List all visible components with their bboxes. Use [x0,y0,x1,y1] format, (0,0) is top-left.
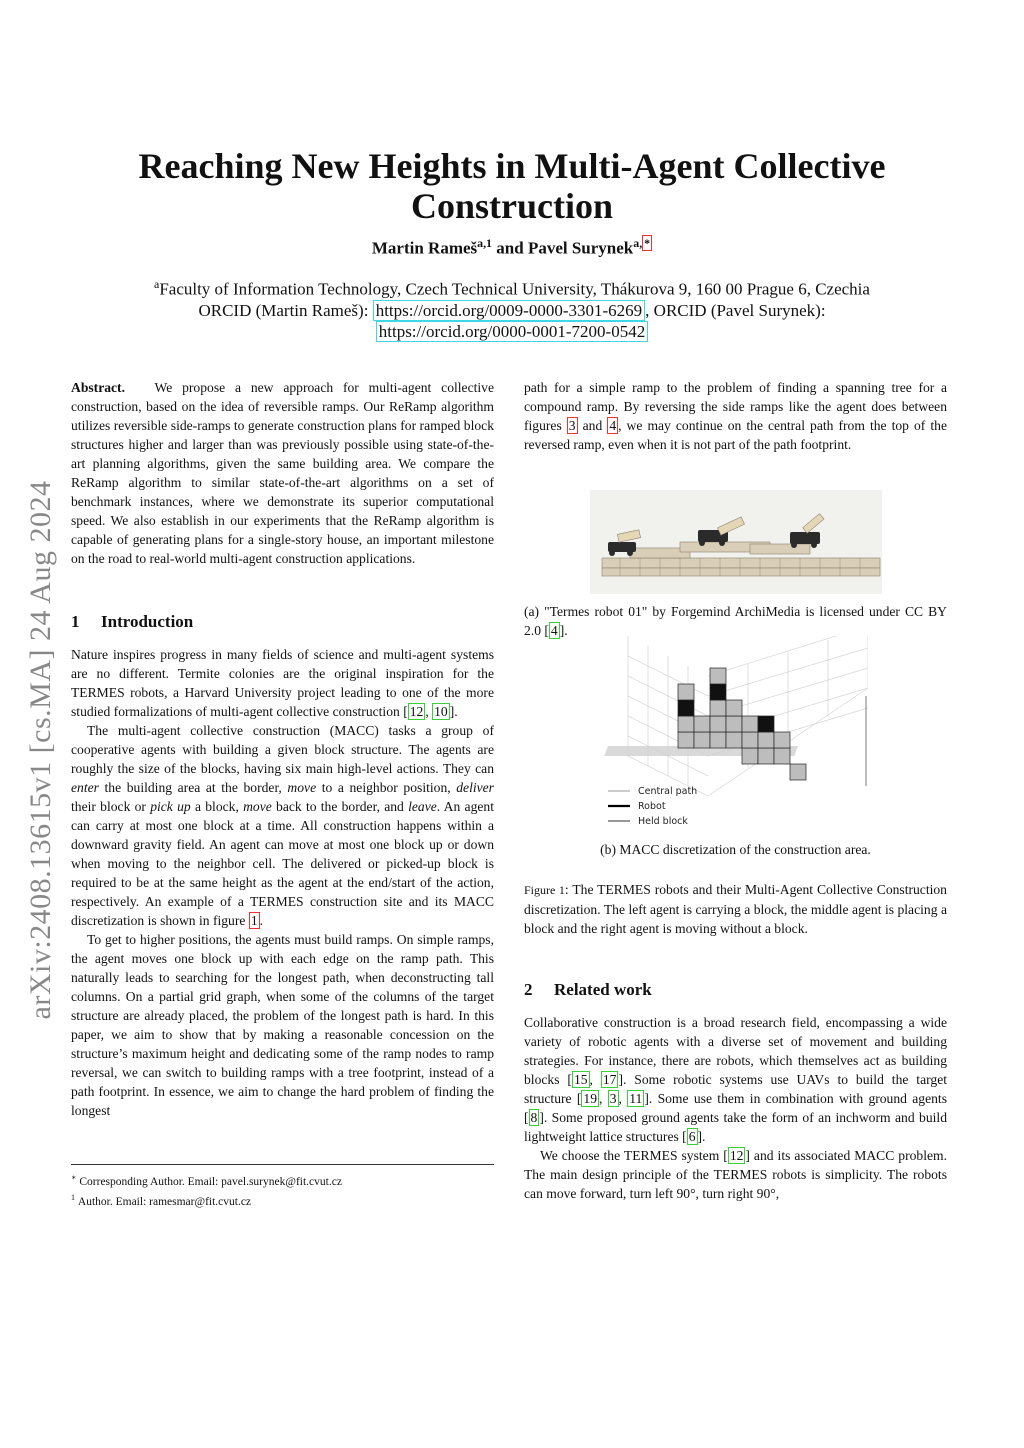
text: ]. Some proposed ground agents take the form of an inchworm and build lightweight lattice structures [ [524,1110,947,1144]
title-line-2: Construction [410,186,613,226]
text: and [577,418,608,433]
intro-paragraph-3: To get to higher positions, the agents must build ramps. On simple ramps, the agent moves one block up with each edge on the ramp path. This naturally leads to searching for the longest path, when deconstructing tall columns. On a partial grid graph, when some of the columns of the target structure are already placed, the problem of the longest path is hard. In this paper, we aim to show that by making a reasonable concession on the structure’s maximum height and dedicating some of the ramp nodes to ramp reversal, we can switch to building ramps with a tree footprint, instead of a path footprint. In essence, we aim to change the hard problem of finding the longest [71,932,494,1118]
subcaption-b: (b) MACC discretization of the construction area. [600,842,871,857]
orcid-2-link[interactable]: https://orcid.org/0000-0001-7200-0542 [376,321,648,342]
arxiv-sidebar [6,420,76,1080]
arxiv-identifier: arXiv:2408.13615v1 [cs.MA] 24 Aug 2024 [24,480,57,1020]
text: back to the border, and [271,799,409,814]
affiliation-block [0,274,1024,342]
section-title: Introduction [101,612,194,631]
citation-link[interactable]: 17 [602,1072,617,1087]
section-number: 1 [71,612,80,631]
macc-discretization-figure [598,636,868,836]
text: to a neighbor position, [316,780,457,795]
author-1-affil: a,1 [477,236,493,250]
intro-paragraph-1 [71,645,494,721]
text: ]. [559,623,568,638]
action-term: move [243,799,272,814]
figure-caption-text: : The TERMES robots and their Multi-Agent Collective Construction discretization. The left agent is carrying a block, the middle agent is placing a block and the right agent is moving without a block. [524,882,947,936]
section-heading-introduction [71,612,494,631]
action-term: leave [408,799,437,814]
citation-link[interactable]: 3 [609,1091,617,1106]
section-title: Related work [554,980,652,999]
citation-link[interactable]: 19 [583,1091,597,1106]
author-2: Pavel Surynek [527,238,634,258]
text: , we may continue on the central path from the top of the reversed ramp, even when it is not part of the path footprint. [524,418,947,452]
footnote-mark: 1 [71,1192,76,1202]
text: , [425,704,433,719]
text: ]. [449,704,458,719]
action-term: pick up [150,799,191,814]
footnote-1: Corresponding Author. Email: pavel.surynek@fit.cvut.cz [79,1175,342,1188]
legend-central-path: Central path [638,786,698,797]
citation-link[interactable]: 8 [530,1110,538,1125]
abstract [71,378,494,568]
footnotes [71,1170,494,1210]
figure-link[interactable]: 1 [250,913,258,928]
text: Collaborative construction is a broad research field, encompassing a wide variety of robotic agents with a diverse set of movement and building strategies. For instance, there are robots, which themselves act as building blocks [ [524,1015,947,1087]
action-term: deliver [456,780,494,795]
text: Nature inspires progress in many fields of science and multi-agent systems are no different. Termite colonies are the original inspiration for the TERMES robots, a Harvard University project leading to one of the more studied formalizations of multi-agent collective construction [ [71,647,494,719]
related-paragraph-1: Collaborative construction is a broad research field, encompassing a wide variety of robotic agents with a diverse set of movement and building strategies. For instance, there are robots, which themselves act as building blocks [ 15 , 17 ]. Some robotic systems use UAVs to build the target structure [ 19 , 3 , 11 ]. Some use them in combination with ground agents [ 8 ]. Some proposed ground agents take the form of an inchworm and build lightweight lattice structures [ 6 ]. [524,1015,948,1144]
citation-link[interactable]: 12 [729,1148,744,1163]
citation-link[interactable]: 11 [629,1091,643,1106]
text: ]. [697,1129,706,1144]
subcaption-a [524,602,947,640]
text: ] and its associated MACC problem. The main design principle of the TERMES robots is simplicity. The robots can move forward, turn left 90°, turn right 90°, [524,1148,948,1201]
author-1: Martin Rameš [371,238,478,258]
orcid-1-link[interactable]: https://orcid.org/0009-0000-3301-6269 [373,300,645,321]
authors-and: and [492,238,528,258]
footnote-mark: ∗ [71,1173,77,1182]
citation-link[interactable]: 6 [688,1129,696,1144]
related-work-section [524,980,947,1203]
footnote-rule [71,1164,494,1165]
legend-held-block: Held block [638,816,688,827]
text: ]. Some use them in combination with ground agents [ [524,1091,947,1125]
orcid-1-label: ORCID (Martin Rameš): [198,300,373,320]
section-number: 2 [524,980,533,999]
title-line-1: Reaching New Heights in Multi-Agent Collective [138,146,886,186]
legend-robot: Robot [638,801,666,812]
text: We choose the TERMES system [ [540,1148,728,1163]
footnote-2: Author. Email: ramesmar@fit.cvut.cz [77,1195,252,1208]
text: a block, [190,799,244,814]
macc-3d-grid [598,636,868,836]
termes-robot-photo [590,490,882,594]
author-2-affil: a, [633,236,643,250]
citation-link[interactable]: 15 [573,1072,588,1087]
action-term: enter [71,780,99,795]
text: . [259,913,264,928]
figure-link[interactable]: 4 [609,418,617,433]
abstract-label: Abstract. [71,380,125,395]
text: ]. Some robotic systems use UAVs to build the target structure [ [524,1072,948,1106]
affil-mark: a [154,277,160,291]
action-term: move [287,780,317,795]
figure-1-caption [524,880,947,938]
right-column-paragraph [524,378,947,454]
text: path for a simple ramp to the problem of finding a spanning tree for a compound ramp. By reversing the side ramps like the agent does between figures [524,380,947,433]
text: their block or [71,799,151,814]
orcid-2-label: , ORCID (Pavel Surynek): [645,300,826,320]
intro-paragraph-2 [71,721,494,930]
introduction-section [71,612,494,1120]
authors [0,236,1024,259]
paper-title [0,146,1024,226]
corresponding-mark-link[interactable]: * [644,236,651,250]
affiliation: Faculty of Information Technology, Czech Technical University, Thákurova 9, 160 00 Prague 6, Czechia [159,279,870,299]
abstract-text: We propose a new approach for multi-agent collective construction, based on the idea of reversible ramps. Our ReRamp algorithm utilizes reversible side-ramps to generate construction plans for ramped block structures higher and larger than was previously possible using state-of-the-art planning algorithms, given the same building area. We compare the ReRamp algorithm to similar state-of-the-art algorithms on a set of benchmark instances, where we demonstrate its superior computational speed. We also establish in our experiments that the ReRamp algorithm is capable of generating plans for a single-story house, an important milestone on the road to real-world multi-agent construction applications. [71,380,495,566]
figure-label: Figure 1 [524,883,565,897]
text: The multi-agent collective construction (MACC) tasks a group of cooperative agents with building a given block structure. The agents are roughly the size of the blocks, having six main high-level actions. They can [71,723,494,776]
figure-link[interactable]: 3 [568,418,576,433]
citation-link[interactable]: 10 [434,704,448,719]
section-heading-related-work [524,980,947,999]
text: the building area at the border, [98,780,288,795]
citation-link[interactable]: 12 [409,704,424,719]
citation-link[interactable]: 4 [550,623,558,638]
text: (a) "Termes robot 01" by Forgemind ArchiMedia is licensed under CC BY 2.0 [ [524,604,947,638]
related-paragraph-2 [524,1146,947,1203]
robot-photo-illustration [590,490,882,594]
text: . An agent can carry at most one block at a time. All construction happens within a downward gravity field. An agent can move at most one block up or down when moving to the neighbor cell. The delivered or picked-up block is required to be at the same height as the agent at the end/start of the action, respectively. An example of a TERMES construction site and its MACC discretization is shown in figure [71,799,494,928]
